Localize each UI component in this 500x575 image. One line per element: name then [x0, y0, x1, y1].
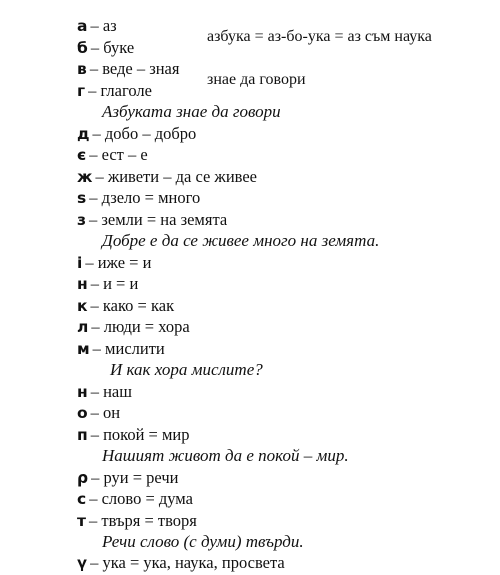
entry-letter: ѕ	[77, 189, 87, 207]
entry-g	[77, 81, 152, 101]
entry-n	[77, 382, 132, 402]
entry-letter: о	[77, 404, 88, 422]
entry-letter: і	[77, 254, 83, 272]
entry-u	[77, 553, 285, 573]
entry-a	[77, 16, 117, 36]
entry-l	[77, 317, 190, 337]
entry-letter: с	[77, 490, 87, 508]
entry-letter: а	[77, 17, 88, 35]
entry-text: – покой = мир	[90, 425, 190, 444]
entry-text: – аз	[90, 16, 117, 35]
entry-text: – живети – да се живее	[95, 167, 257, 186]
entry-letter: ү	[77, 554, 88, 572]
entry-letter: є	[77, 146, 87, 164]
entry-letter: п	[77, 426, 88, 444]
entry-text: – добо – добро	[92, 124, 197, 143]
entry-letter: з	[77, 211, 87, 229]
entry-text: – како = как	[90, 296, 175, 315]
entry-dz	[77, 188, 200, 208]
entry-v	[77, 59, 179, 79]
entry-letter: н	[77, 275, 88, 293]
entry-letter: л	[77, 318, 89, 336]
entry-t	[77, 511, 197, 531]
phrase-azbukata: Азбуката знае да говори	[102, 102, 281, 121]
entry-letter: н	[77, 383, 88, 401]
entry-e	[77, 145, 148, 165]
entry-b	[77, 38, 134, 58]
entry-text: – веде – зная	[89, 59, 180, 78]
entry-text: – буке	[90, 38, 135, 57]
entry-r	[77, 468, 178, 488]
side-note-azbuka: азбука = аз-бо-ука = аз съм наука	[207, 28, 432, 45]
entry-letter: б	[77, 39, 88, 57]
entry-letter: ρ	[77, 469, 89, 487]
entry-letter: к	[77, 297, 88, 315]
entry-letter: г	[77, 82, 86, 100]
entry-i	[77, 274, 138, 294]
entry-z	[77, 210, 227, 230]
entry-text: – твъря = творя	[88, 511, 197, 530]
phrase-i-kak: И как хора мислите?	[110, 360, 263, 379]
entry-letter: ж	[77, 168, 93, 186]
entry-text: – ука = ука, наука, просвета	[90, 553, 285, 572]
entry-s	[77, 489, 193, 509]
entry-o	[77, 403, 120, 423]
entry-text: – ест – е	[89, 145, 148, 164]
entry-text: – земли = на земята	[89, 210, 228, 229]
entry-text: – глаголе	[88, 81, 152, 100]
entry-k	[77, 296, 174, 316]
entry-text: – мислити	[92, 339, 165, 358]
entry-text: – руи = речи	[91, 468, 179, 487]
entry-p	[77, 425, 190, 445]
phrase-dobre: Добре е да се живее много на земята.	[102, 231, 380, 250]
entry-text: – он	[90, 403, 121, 422]
entry-text: – слово = дума	[89, 489, 193, 508]
side-note-knows-to-speak: знае да говори	[207, 71, 306, 88]
entry-i-dot	[77, 253, 151, 273]
entry-text: – дзело = много	[89, 188, 201, 207]
entry-m	[77, 339, 165, 359]
phrase-rechi: Речи слово (с думи) твърди.	[102, 532, 304, 551]
entry-zh	[77, 167, 257, 187]
entry-text: – люди = хора	[91, 317, 190, 336]
entry-text: – и = и	[90, 274, 139, 293]
entry-text: – иже = и	[85, 253, 152, 272]
phrase-nashiyat: Нашият живот да е покой – мир.	[102, 446, 349, 465]
entry-text: – наш	[90, 382, 132, 401]
entry-letter: в	[77, 60, 87, 78]
entry-letter: т	[77, 512, 86, 530]
entry-letter: д	[77, 125, 90, 143]
entry-d	[77, 124, 196, 144]
entry-letter: м	[77, 340, 90, 358]
